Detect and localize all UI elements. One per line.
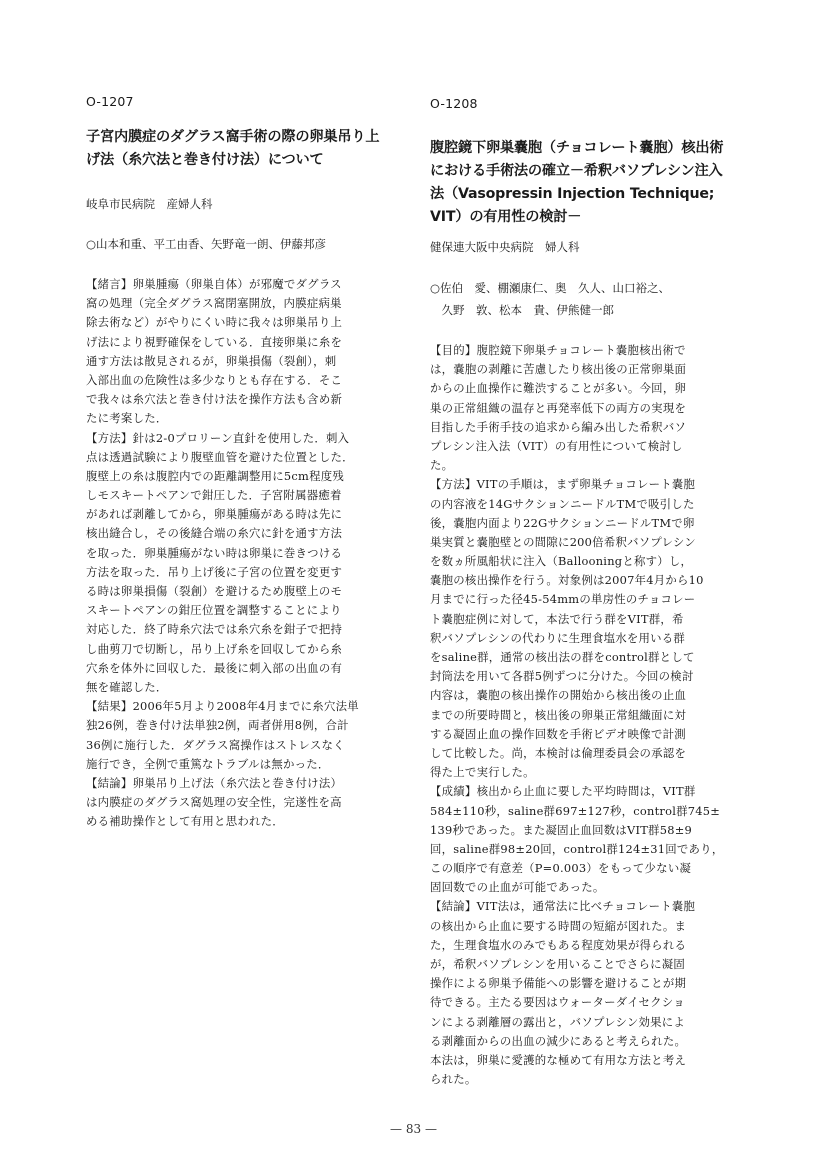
body-line: は内膜症のダグラス窩処理の安全性，完遂性を高 <box>86 795 342 810</box>
body-line: ンによる剥離層の露出と，バソプレシン効果によ <box>430 1014 686 1029</box>
body-line: する凝固止血の操作回数を手術ビデオ映像で計測 <box>430 726 686 741</box>
body-line: 【結果】2006年5月より2008年4月までに糸穴法単 <box>86 699 359 714</box>
body-line: 通す方法は散見されるが，卵巣損傷（裂創），刺 <box>86 353 337 368</box>
body-line: 【方法】VITの手順は，まず卵巣チョコレート嚢胞 <box>430 477 696 492</box>
body-line: る時は卵巣損傷（裂創）を避けるため腹壁上のモ <box>86 584 343 598</box>
author-line: ○山本和重、平工由香、矢野竜一朗、伊藤邦彦 <box>86 237 327 251</box>
body-line: 待できる。主たる要因はウォーターダイセクショ <box>430 995 685 1010</box>
body-line: 巣実質と嚢胞壁との間隙に200倍希釈バソプレシン <box>430 534 696 549</box>
body-line: までの所要時間と，核出後の卵巣正常組織面に対 <box>430 707 687 722</box>
body-line: スキートペアンの鉗圧位置を調整することにより <box>86 603 342 618</box>
body-line: からの止血操作に難渋することが多い。今回，卵 <box>430 381 687 396</box>
body-line: 後，嚢胞内面より22GサクションニードルTMで卵 <box>430 515 695 530</box>
body-line: 嚢胞の核出操作を行う。対象例は2007年4月から10 <box>430 573 704 588</box>
body-line: 操作による卵巣予備能への影響を避けることが期 <box>430 976 687 991</box>
body-line: で我々は糸穴法と巻き付け法を操作方法も含め新 <box>86 392 343 407</box>
body-line: の核出から止血に要する時間の短縮が図れた。ま <box>430 918 687 933</box>
authors <box>86 233 326 255</box>
body-line: 139秒であった。また凝固止血回数はVIT群58±9 <box>430 822 692 837</box>
body-line: める補助操作として有用と思われた． <box>86 814 284 829</box>
body-line: があれば剥離してから，卵巣腫瘍がある時は先に <box>86 507 343 522</box>
body-line: し曲剪刀で切断し，吊り上げ糸を回収してから糸 <box>86 641 343 656</box>
body-line: をsaline群，通常の核出法の群をcontrol群として <box>430 650 695 664</box>
body-line: 回，saline群98±20回，control群124±31回であり， <box>430 841 724 856</box>
body-line: 腹壁上の糸は腹腔内での距離調整用に5cm程度残 <box>86 468 344 483</box>
body-line: 【結論】VIT法は，通常法に比べチョコレート嚢胞 <box>430 899 696 914</box>
body-line: 月までに行った径45-54mmの単房性のチョコレー <box>430 592 696 607</box>
body-line: 巣の正常組織の温存と再発率低下の両方の実現を <box>430 400 687 415</box>
abstract-body <box>86 275 359 831</box>
affiliation: 岐阜市民病院 産婦人科 <box>86 197 213 211</box>
body-line: 得た上で実行した。 <box>430 765 535 780</box>
body-line: 目指した手術手技の追求から編み出した希釈バソ <box>430 419 687 434</box>
body-line: 【緒言】卵巣腫瘍（卵巣自体）が邪魔でダグラス <box>86 277 342 291</box>
body-line: 無を確認した． <box>86 679 168 694</box>
body-line: たに考案した． <box>86 411 168 426</box>
body-line: 窩の処理（完全ダグラス窩閉塞開放，内膜症病巣 <box>86 296 342 311</box>
body-line: 釈バソプレシンの代わりに生理食塩水を用いる群 <box>430 630 686 645</box>
affiliation: 健保連大阪中央病院 婦人科 <box>430 240 580 254</box>
body-line: 除去術など）がやりにくい時に我々は卵巣吊り上 <box>86 315 343 330</box>
body-line: 本法は，卵巣に愛護的な極めて有用な方法と考え <box>430 1052 687 1067</box>
abstract-title <box>430 137 723 229</box>
body-line: 対応した．終了時糸穴法では糸穴糸を鉗子で把持 <box>86 622 343 637</box>
body-line: 固回数での止血が可能であった。 <box>430 880 605 895</box>
body-line: は，嚢胞の剥離に苦慮したり核出後の正常卵巣面 <box>430 362 687 377</box>
author-line: ○佐伯 愛、棚瀬康仁、奥 久人、山口裕之、 <box>430 281 671 295</box>
authors <box>430 277 670 321</box>
body-line: られた。 <box>430 1072 477 1087</box>
abstract-body <box>430 341 723 1089</box>
body-line: 【結論】卵巣吊り上げ法（糸穴法と巻き付け法） <box>86 775 343 790</box>
abstract-title <box>86 126 379 172</box>
body-line: た，生理食塩水のみでもある程度効果が得られる <box>430 937 687 952</box>
body-line: プレシン注入法（VIT）の有用性について検討し <box>430 438 683 453</box>
title-line: VIT）の有用性の検討－ <box>430 209 582 225</box>
body-line: を数ヵ所風船状に注入（Ballooningと称す）し， <box>430 554 693 569</box>
page-number: — 83 — <box>390 1122 437 1136</box>
abstract-id: O-1208 <box>430 96 478 111</box>
body-line: しモスキートペアンで鉗圧した．子宮附属器癒着 <box>86 488 342 503</box>
body-line: 36例に施行した．ダグラス窩操作はストレスなく <box>86 737 345 752</box>
body-line: 施行でき，全例で重篤なトラブルは無かった． <box>86 756 330 771</box>
body-line: 584±110秒，saline群697±127秒，control群745± <box>430 803 721 818</box>
abstract-id: O-1207 <box>86 94 134 109</box>
body-line: 入部出血の危険性は多少なりとも存在する．そこ <box>86 372 343 387</box>
body-line: を取った．卵巣腫瘍がない時は卵巣に巻きつける <box>86 545 343 560</box>
body-line: 封筒法を用いて各群5例ずつに分けた。今回の検討 <box>430 669 694 684</box>
title-line: における手術法の確立－希釈バソプレシン注入 <box>430 163 723 179</box>
title-line: げ法（糸穴法と巻き付け法）について <box>86 152 324 168</box>
body-line: が，希釈バソプレシンを用いることでさらに凝固 <box>430 957 686 971</box>
body-line: げ法により視野確保をしている．直接卵巣に糸を <box>86 334 343 349</box>
body-line: 【方法】針は2-0プロリーン直針を使用した．刺入 <box>86 430 350 445</box>
body-line: この順序で有意差（P=0.003）をもって少ない凝 <box>430 861 692 876</box>
title-line: 子宮内膜症のダグラス窩手術の際の卵巣吊り上 <box>86 129 380 145</box>
body-line: た。 <box>430 458 454 473</box>
body-line: 穴糸を体外に回収した．最後に刺入部の出血の有 <box>86 660 343 675</box>
body-line: 内容は，嚢胞の核出操作の開始から核出後の止血 <box>430 688 687 703</box>
author-line: 久野 敦、松本 貴、伊熊健一郎 <box>430 303 614 317</box>
body-line: 独26例，巻き付け法単独2例，両者併用8例，合計 <box>86 718 349 733</box>
body-line: 点は透過試験により腹壁血管を避けた位置とした． <box>86 449 354 464</box>
body-line: 方法を取った．吊り上げ後に子宮の位置を変更す <box>86 564 343 579</box>
body-line: の内容液を14GサクションニードルTMで吸引した <box>430 496 695 511</box>
body-line: る剥離面からの出血の減少にあると考えられた。 <box>430 1033 687 1048</box>
title-line: 法（Vasopressin Injection Technique; <box>430 186 715 202</box>
body-line: 核出縫合し，その後縫合端の糸穴に針を通す方法 <box>86 526 343 541</box>
body-line: して比較した。尚，本検討は倫理委員会の承認を <box>430 745 687 760</box>
title-line: 腹腔鏡下卵巣嚢胞（チョコレート嚢胞）核出術 <box>430 140 724 156</box>
body-line: ト嚢胞症例に対して，本法で行う群をVIT群，希 <box>430 611 684 626</box>
body-line: 【目的】腹腔鏡下卵巣チョコレート嚢胞核出術で <box>430 343 686 357</box>
body-line: 【成績】核出から止血に要した平均時間は，VIT群 <box>430 784 696 799</box>
